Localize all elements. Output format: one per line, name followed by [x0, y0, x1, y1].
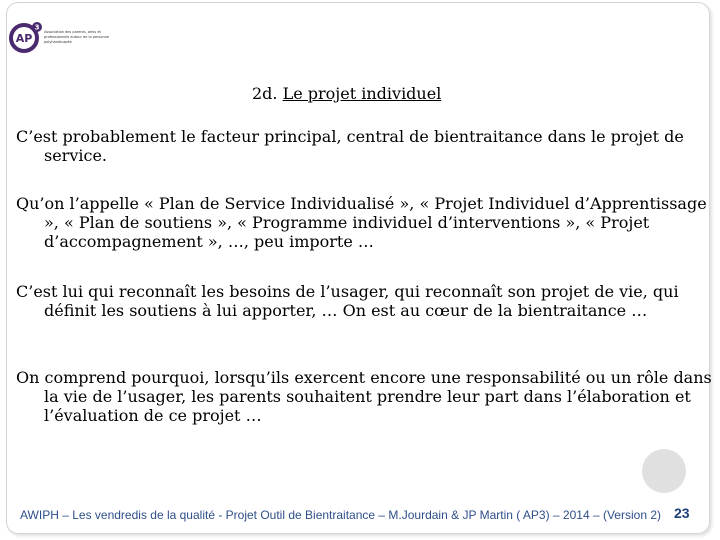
page-number: 23: [674, 505, 690, 521]
paragraph-1: C’est probablement le facteur principal, central de bientraitance dans le projet de service.: [16, 127, 684, 165]
ap3-logo: [9, 20, 43, 54]
footer-text: AWIPH – Les vendredis de la qualité - Projet Outil de Bientraitance – M.Jourdain & JP Martin ( AP3) – 2014 – (Version 2): [20, 508, 661, 522]
heading-prefix: 2d.: [252, 84, 283, 103]
slide-heading: [252, 84, 441, 104]
paragraph-3: C’est lui qui reconnaît les besoins de l’usager, qui reconnaît son projet de vie, qui définit les soutiens à lui apporter, … On est au cœur de la bientraitance …: [16, 282, 679, 320]
decorative-circle: [642, 449, 686, 493]
paragraph-4: On comprend pourquoi, lorsqu’ils exercent encore une responsabilité ou un rôle dans la vie de l’usager, les parents souhaitent prendre leur part dans l’élaboration et l’évaluation de ce projet …: [16, 368, 712, 425]
slide-frame: [6, 2, 710, 534]
heading-title: Le projet individuel: [282, 84, 442, 103]
logo-superscript: 3: [34, 23, 40, 32]
logo-text: AP: [15, 32, 33, 45]
paragraph-2: Qu’on l’appelle « Plan de Service Individualisé », « Projet Individuel d’Apprentissage », « Plan de soutiens », « Programme individuel d’interventions », « Projet d’accompagnement », …, peu importe …: [16, 194, 707, 251]
logo-tagline: Association des parents, amis et professionnels autour de la personne polyhandicapée: [44, 30, 110, 44]
